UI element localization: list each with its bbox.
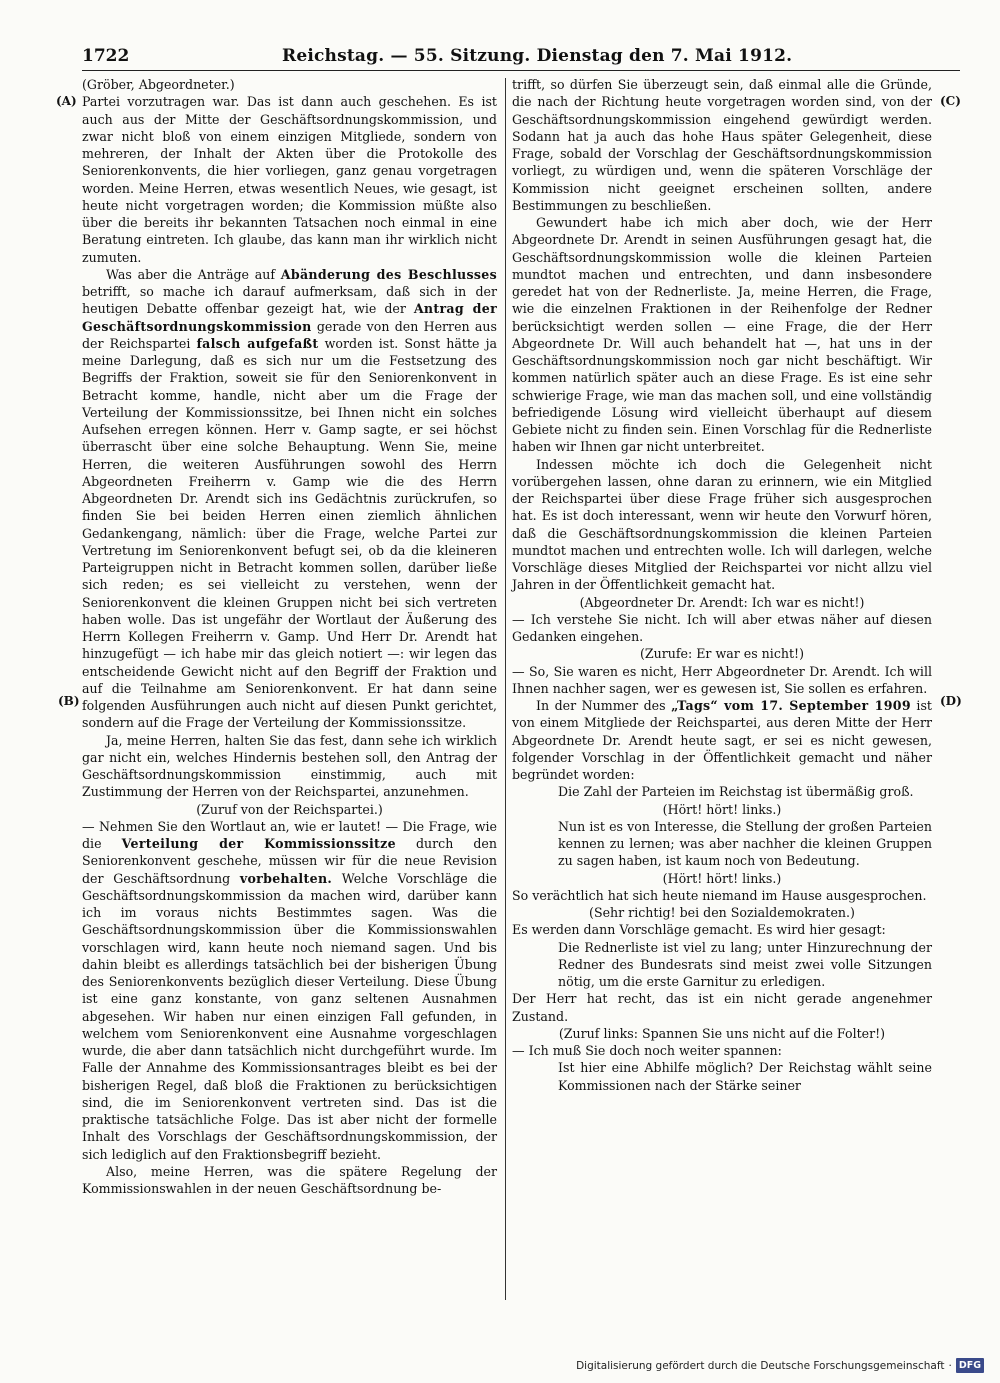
margin-marker-b: (B): [58, 694, 80, 708]
interjection: (Zurufe: Er war es nicht!): [639, 646, 805, 662]
left-column: [82, 76, 497, 1197]
margin-marker-c: (C): [940, 94, 961, 108]
paragraph: Indessen möchte ich doch die Gelegenheit nicht vorübergehen lassen, ohne daran zu erinnern, wie ein Mitglied der Reichspartei über diese Frage früher sich ausgesprochen hat. Es ist doch interessant, wenn wir heute den Vorwurf hören, daß die Geschäftsordnungskommission die kleinen Parteien mundtot machen und entrechten wolle. Ich will darlegen, welche Vorschläge dieses Mitglied der Reichspartei vor nicht allzu viel Jahren in der Öffentlichkeit gemacht hat.: [512, 456, 932, 593]
speaker-attribution: (Gröber, Abgeordneter.): [82, 77, 235, 92]
footer-dot: ·: [948, 1359, 952, 1372]
paragraph: — Nehmen Sie den Wortlaut an, wie er lautet! — Die Frage, wie die Verteilung der Kommissionssitze durch den Seniorenkonvent geschehe, müssen wir für die neue Revision der Geschäftsordnung vorbehalten. Welche Vorschläge die Geschäftsordnungskommission da machen wird, darüber kann ich im voraus nichts Bestimmtes sagen. Was die Geschäftsordnungskommission über die Kommissionswahlen vorschlagen wird, kann heute noch niemand sagen. Und bis dahin bleibt es allerdings tatsächlich bei der bisherigen Übung des Seniorenkonvents bezüglich dieser Verteilung. Diese Übung ist eine ganz konstante, von ganz seltenen Ausnahmen abgesehen. Wir haben nur einen einzigen Fall gefunden, in welchem vom Seniorenkonvent eine Ausnahme vorgeschlagen wurde, die aber dann tatsächlich nicht durchgeführt wurde. Im Falle der Annahme des Kommissionsantrages bleibt es bei der bisherigen Regel, daß bloß die Fraktionen zu berücksichtigen sind, die im Seniorenkonvent vertreten sind. Das ist die praktische tatsächliche Folge. Das ist aber nicht der formelle Inhalt des Vorschlags der Geschäftsordnungskommission, der sich lediglich auf den Fraktionsbegriff bezieht.: [82, 818, 497, 1162]
quotation: Ist hier eine Abhilfe möglich? Der Reichstag wählt seine Kommissionen nach der Stärke seiner: [558, 1060, 932, 1093]
paragraph: In der Nummer des „Tags“ vom 17. September 1909 ist von einem Mitgliede der Reichspartei, aus deren Mitte der Herr Abgeordnete Dr. Arendt heute sagt, er sei es nicht gewesen, folgender Vorschlag in der Öffentlichkeit gemacht und näher begründet worden:: [512, 698, 932, 782]
column-divider: [505, 78, 506, 1300]
footer-credit: [576, 1358, 984, 1373]
quotation: Nun ist es von Interesse, die Stellung der großen Parteien kennen zu lernen; was aber nachher die kleinen Gruppen zu sagen haben, ist kaum noch von Bedeutung.: [558, 818, 932, 869]
interjection: (Hört! hört! links.): [662, 870, 782, 886]
paragraph: Also, meine Herren, was die spätere Regelung der Kommissionswahlen in der neuen Geschäftsordnung be-: [82, 1163, 497, 1196]
quotation: Die Zahl der Parteien im Reichstag ist übermäßig groß.: [558, 784, 914, 800]
dfg-logo-icon: DFG: [956, 1358, 984, 1373]
paragraph: Der Herr hat recht, das ist ein nicht gerade angenehmer Zustand.: [512, 991, 932, 1024]
paragraph: — Ich verstehe Sie nicht. Ich will aber etwas näher auf diesen Gedanken eingehen.: [512, 611, 932, 644]
paragraph: trifft, so dürfen Sie überzeugt sein, daß einmal alle die Gründe, die nach der Richtung heute vorgetragen worden sind, von der Geschäftsordnungskommission eingehend gewürdigt werden. Sodann hat ja auch das hohe Haus später Gelegenheit, diese Frage, sobald der Vorschlag der Geschäftsordnungskommission vorliegt, zu würdigen und, wenn die späteren Vorschläge der Kommission nicht geeignet erscheinen sollten, andere Bestimmungen zu beschließen.: [512, 77, 932, 213]
interjection: (Sehr richtig! bei den Sozialdemokraten.): [589, 905, 855, 920]
paragraph: Was aber die Anträge auf Abänderung des Beschlusses betrifft, so mache ich darauf aufmerksam, daß sich in der heutigen Debatte offenbar gezeigt hat, wie der Antrag der Geschäftsordnungskommission gerade von den Herren aus der Reichspartei falsch aufgefaßt worden ist. Sonst hätte ja meine Darlegung, daß es sich nur um die Festsetzung des Begriffs der Fraktion, soweit sie für den Seniorenkonvent in Betracht komme, handle, nicht aber um die Frage der Verteilung der Kommissionssitze, bei Ihnen nicht ein solches Aufsehen erregen können. Herr v. Gamp sagte, er sei höchst überrascht über eine solche Behauptung. Wenn Sie, meine Herren, die weiteren Ausführungen sowohl des Herrn Abgeordneten Freiherrn v. Gamp wie die des Herrn Abgeordneten Dr. Arendt sich ins Gedächtnis zurückrufen, so finden Sie bei beiden Herren einen ziemlich ähnlichen Gedankengang, nämlich: über die Frage, welche Partei zur Vertretung im Seniorenkonvent befugt sei, ob da die kleineren Parteigruppen nicht in Betracht kommen sollen, darüber ließe sich reden; es sei vielleicht zu verstehen, wenn der Seniorenkonvent die kleinen Gruppen nicht bei sich vertreten haben wolle. Das ist ungefähr der Wortlaut der Äußerung des Herrn Kollegen Freiherrn v. Gamp. Und Herr Dr. Arendt hat hinzugefügt — ich habe mir das gleich notiert —: wir legen das entscheidende Gewicht nicht auf den Begriff der Fraktion und auf die Teilnahme am Seniorenkonvent. Er hat dann seine folgenden Ausführungen auch nicht auf diesen Punkt gerichtet, sondern auf die Frage der Verteilung der Kommissionssitze.: [82, 266, 498, 731]
interjection: (Zuruf links: Spannen Sie uns nicht auf die Folter!): [558, 1025, 886, 1041]
page-number: 1722: [82, 46, 130, 66]
paragraph: — Ich muß Sie doch noch weiter spannen:: [512, 1043, 782, 1058]
paragraph: Ja, meine Herren, halten Sie das fest, dann sehe ich wirklich gar nicht ein, welches Hindernis bestehen soll, den Antrag der Geschäftsordnungskommission einstimmig, auch mit Zustimmung der Herren von der Reichspartei, anzunehmen.: [82, 732, 497, 800]
interjection: (Zuruf von der Reichspartei.): [196, 801, 383, 817]
interjection: (Hört! hört! links.): [662, 801, 782, 817]
margin-marker-a: (A): [56, 94, 77, 108]
paragraph: — So, Sie waren es nicht, Herr Abgeordneter Dr. Arendt. Ich will Ihnen nachher sagen, wer es gewesen ist, Sie sollen es erfahren.: [512, 663, 932, 696]
paragraph: Gewundert habe ich mich aber doch, wie der Herr Abgeordnete Dr. Arendt in seinen Ausführungen gesagt hat, die Geschäftsordnungskommission wolle die kleinen Parteien mundtot machen und entrechten, und dann insbesondere geredet hat von der Rednerliste. Ja, meine Herren, die Frage, wie die einzelnen Fraktionen in der Reihenfolge der Redner berücksichtigt werden sollen — eine Frage, die der Herr Abgeordnete Dr. Will auch behandelt hat —, hat uns in der Geschäftsordnungskommission noch gar nicht beschäftigt. Wir kommen natürlich später auch an diese Frage. Es ist eine sehr schwierige Frage, wie man das machen soll, und eine vollständig befriedigende Lösung wird vielleicht überhaupt auf diesem Gebiete nicht zu finden sein. Einen Vorschlag für die Rednerliste haben wir Ihnen gar nicht unterbreitet.: [512, 215, 932, 455]
paragraph: So verächtlich hat sich heute niemand im Hause ausgesprochen.: [512, 887, 927, 903]
running-title: Reichstag. — 55. Sitzung. Dienstag den 7. Mai 1912.: [282, 46, 793, 66]
quotation: Die Rednerliste ist viel zu lang; unter Hinzurechnung der Redner des Bundesrats sind meist zwei volle Sitzungen nötig, um die erste Garnitur zu erledigen.: [558, 939, 932, 989]
margin-marker-d: (D): [940, 694, 962, 708]
footer-text: Digitalisierung gefördert durch die Deutsche Forschungsgemeinschaft: [576, 1359, 945, 1372]
paragraph: Partei vorzutragen war. Das ist dann auch geschehen. Es ist auch aus der Mitte der Geschäftsordnungskommission, und zwar nicht bloß von einem einzigen Mitgliede, sondern von mehreren, der Inhalt der Akten über die Protokolle des Seniorenkonvents, die hier vorliegen, ganz genau vorgetragen worden. Meine Herren, etwas wesentlich Neues, wie gesagt, ist heute nicht vorgetragen worden; die Kommission müßte also über die bereits ihr bekannten Tatsachen noch einmal in eine Beratung eintreten. Ich glaube, das kann man ihr wirklich nicht zumuten.: [82, 94, 497, 265]
interjection: (Abgeordneter Dr. Arendt: Ich war es nicht!): [579, 594, 865, 610]
paragraph: Es werden dann Vorschläge gemacht. Es wird hier gesagt:: [512, 922, 886, 938]
right-column: [512, 76, 932, 1094]
page-header: [82, 44, 960, 71]
